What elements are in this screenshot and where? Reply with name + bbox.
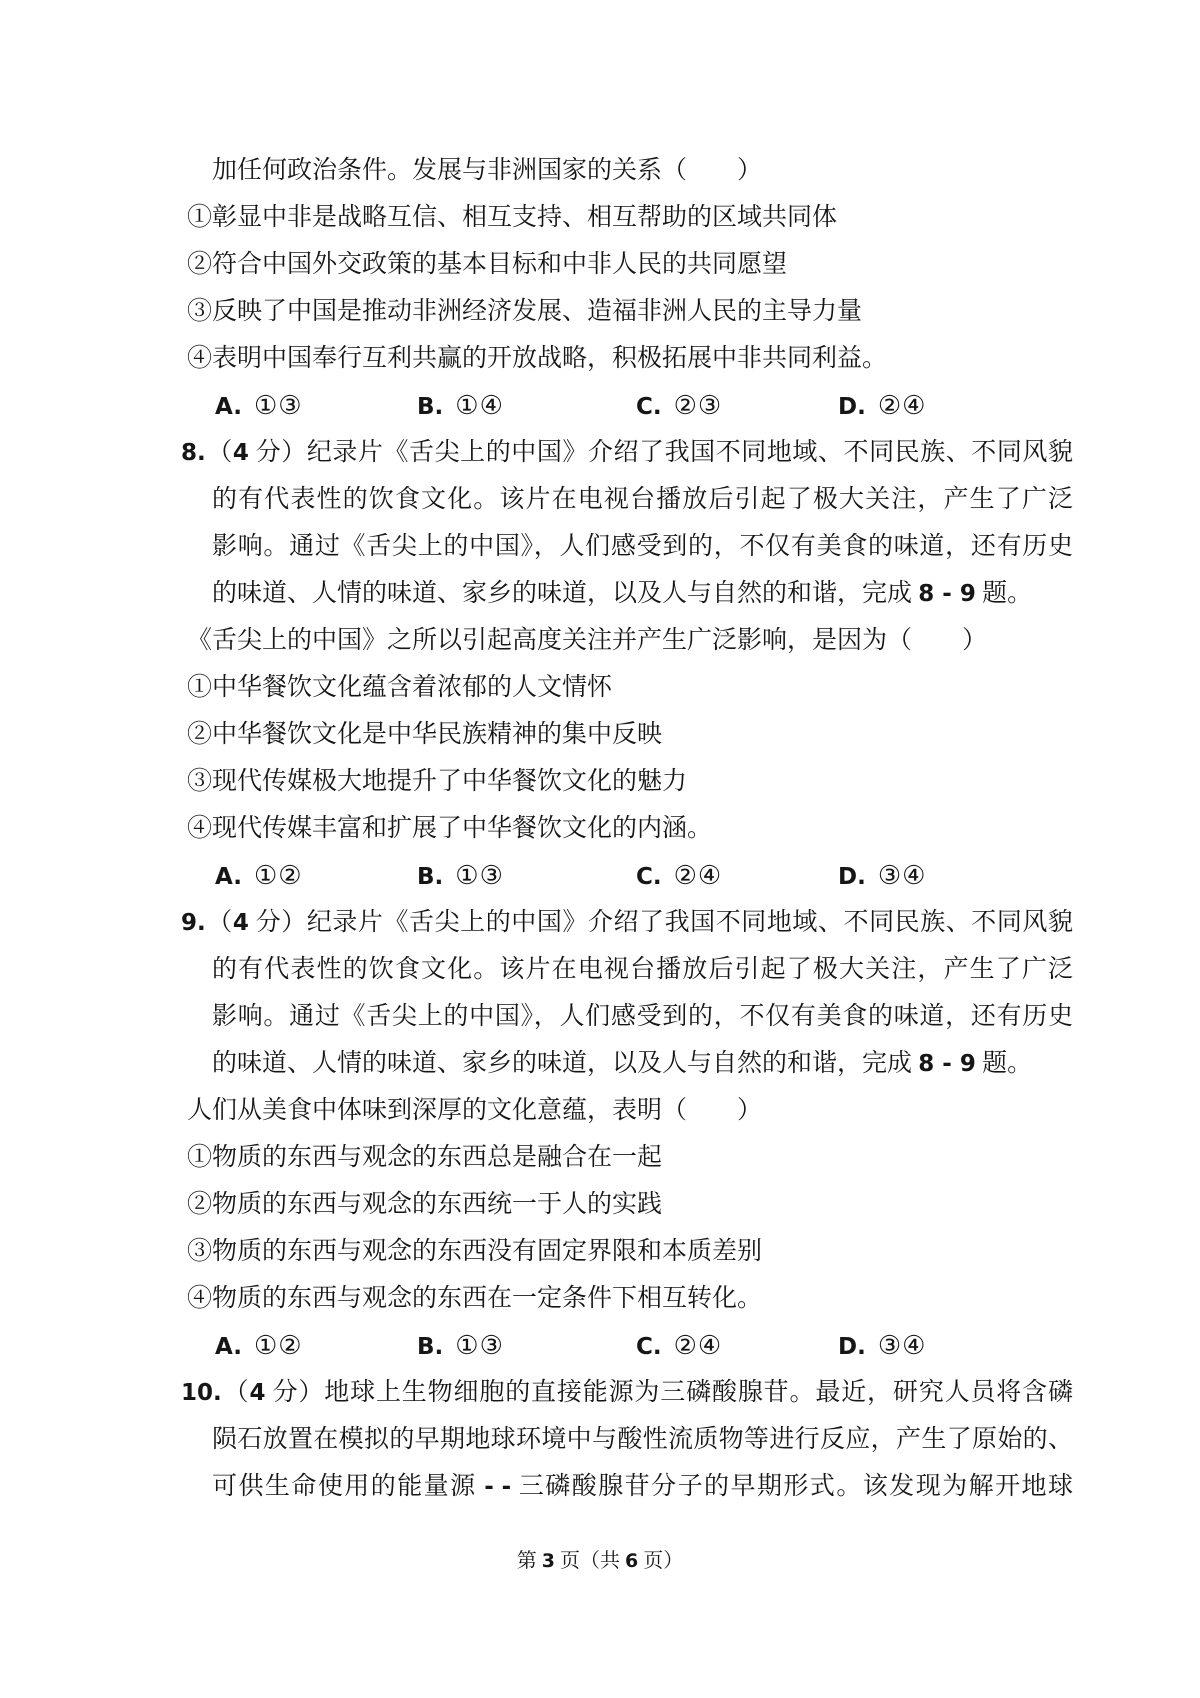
question-text: （4 分）纪录片《舌尖上的中国》介绍了我国不同地域、不同民族、不同风貌	[206, 439, 1073, 466]
option-label: A.	[215, 394, 242, 420]
question-number: 9.	[181, 910, 206, 936]
option-choice	[215, 382, 303, 429]
option-value: ②④	[673, 1331, 723, 1360]
option-choice	[636, 382, 722, 429]
option-choice	[838, 382, 926, 429]
question-line	[0, 899, 1200, 946]
text-line: ④物质的东西与观念的东西在一定条件下相互转化。	[187, 1285, 763, 1312]
option-choice	[215, 1322, 303, 1369]
option-choice	[215, 852, 303, 899]
text-line: ②物质的东西与观念的东西统一于人的实践	[187, 1191, 663, 1218]
text-line: 的有代表性的饮食文化。该片在电视台播放后引起了极大关注，产生了广泛	[212, 956, 1073, 983]
option-value: ③④	[877, 1331, 927, 1360]
text-line: 影响。通过《舌尖上的中国》，人们感受到的，不仅有美食的味道，还有历史	[212, 1003, 1073, 1030]
text-line: 的有代表性的饮食文化。该片在电视台播放后引起了极大关注，产生了广泛	[212, 486, 1073, 513]
question-number: 10.	[181, 1380, 222, 1406]
option-label: B.	[417, 1334, 444, 1360]
question-line	[0, 429, 1200, 476]
text-line: ③物质的东西与观念的东西没有固定界限和本质差别	[187, 1238, 763, 1265]
text-line: ④表明中国奉行互利共赢的开放战略，积极拓展中非共同利益。	[187, 345, 888, 372]
latin-text-run: 6	[625, 1550, 639, 1572]
option-label: B.	[417, 394, 444, 420]
latin-text-run: 4	[232, 440, 249, 466]
text-line: 加任何政治条件。发展与非洲国家的关系（ ）	[212, 157, 763, 184]
option-choice	[417, 1322, 504, 1369]
text-line: ①中华餐饮文化蕴含着浓郁的人文情怀	[187, 674, 613, 701]
question-line	[0, 1369, 1200, 1416]
option-choice	[417, 382, 504, 429]
text-line: ②中华餐饮文化是中华民族精神的集中反映	[187, 721, 663, 748]
text-line: 的味道、人情的味道、家乡的味道，以及人与自然的和谐，完成 8 - 9 题。	[212, 580, 1033, 607]
question-number: 8.	[181, 440, 206, 466]
latin-text-run: 8 - 9	[918, 1051, 976, 1077]
latin-text-run: -	[484, 1474, 494, 1500]
option-value: ①②	[253, 861, 303, 890]
latin-text-run: 4	[249, 1380, 266, 1406]
options-row	[0, 852, 1200, 899]
option-choice	[636, 852, 722, 899]
latin-text-run: 4	[232, 910, 249, 936]
option-label: C.	[636, 1334, 662, 1360]
latin-text-run: 3	[541, 1550, 555, 1572]
option-choice	[636, 1322, 722, 1369]
question-text: （4 分）地球上生物细胞的直接能源为三磷酸腺苷。最近，研究人员将含磷	[222, 1379, 1073, 1406]
text-line: 陨石放置在模拟的早期地球环境中与酸性流质物等进行反应，产生了原始的、	[212, 1426, 1073, 1453]
text-line: 的味道、人情的味道、家乡的味道，以及人与自然的和谐，完成 8 - 9 题。	[212, 1050, 1033, 1077]
text-line: 影响。通过《舌尖上的中国》，人们感受到的，不仅有美食的味道，还有历史	[212, 533, 1073, 560]
option-label: C.	[636, 864, 662, 890]
page-footer	[0, 1547, 1200, 1575]
option-value: ③④	[877, 861, 927, 890]
option-label: D.	[838, 394, 866, 420]
latin-text-run: 8 - 9	[918, 581, 976, 607]
text-line: ③反映了中国是推动非洲经济发展、造福非洲人民的主导力量	[187, 298, 863, 325]
page-body	[0, 147, 1200, 1510]
text-line: 可供生命使用的能量源 - - 三磷酸腺苷分子的早期形式。该发现为解开地球	[212, 1473, 1073, 1500]
option-label: B.	[417, 864, 444, 890]
text-line: ②符合中国外交政策的基本目标和中非人民的共同愿望	[187, 251, 788, 278]
option-value: ①④	[455, 391, 504, 420]
option-label: D.	[838, 1334, 866, 1360]
option-label: D.	[838, 864, 866, 890]
option-value: ②④	[673, 861, 723, 890]
option-label: C.	[636, 394, 662, 420]
option-label: A.	[215, 1334, 242, 1360]
option-choice	[838, 852, 926, 899]
latin-text-run: -	[501, 1474, 512, 1500]
option-value: ①③	[455, 1331, 504, 1360]
option-value: ①③	[455, 861, 504, 890]
text-line: 人们从美食中体味到深厚的文化意蕴，表明（ ）	[187, 1097, 763, 1124]
option-label: A.	[215, 864, 242, 890]
option-value: ②④	[877, 391, 927, 420]
option-value: ①②	[253, 1331, 303, 1360]
option-choice	[417, 852, 504, 899]
page-number-text: 第 3 页（共 6 页）	[516, 1550, 684, 1572]
text-line: ③现代传媒极大地提升了中华餐饮文化的魅力	[187, 768, 688, 795]
options-row	[0, 382, 1200, 429]
option-value: ②③	[673, 391, 723, 420]
text-line: ①彰显中非是战略互信、相互支持、相互帮助的区域共同体	[187, 204, 838, 231]
text-line: ①物质的东西与观念的东西总是融合在一起	[187, 1144, 663, 1171]
option-choice	[838, 1322, 926, 1369]
option-value: ①③	[253, 391, 303, 420]
text-line: ④现代传媒丰富和扩展了中华餐饮文化的内涵。	[187, 815, 713, 842]
question-text: （4 分）纪录片《舌尖上的中国》介绍了我国不同地域、不同民族、不同风貌	[206, 909, 1073, 936]
text-line: 《舌尖上的中国》之所以引起高度关注并产生广泛影响，是因为（ ）	[187, 627, 988, 654]
options-row	[0, 1322, 1200, 1369]
